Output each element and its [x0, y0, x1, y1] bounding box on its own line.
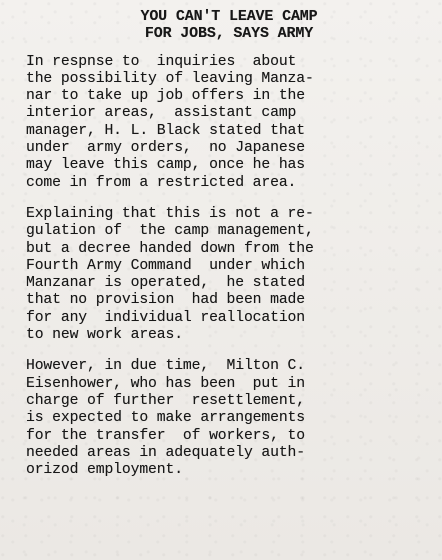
text-line: Fourth Army Command under which — [26, 256, 306, 274]
article-paragraph — [26, 357, 432, 478]
text-line: Explaining that this is not a re- — [26, 204, 314, 222]
text-line: Manzanar is operated, he stated — [26, 274, 306, 292]
text-line: the possibility of leaving Manza- — [26, 69, 314, 87]
text-line: gulation of the camp management, — [26, 222, 314, 240]
text-line: needed areas in adequately auth- — [26, 443, 306, 461]
article-paragraph — [26, 205, 432, 343]
article-body — [26, 53, 432, 479]
text-line: is expected to make arrangements — [26, 409, 306, 427]
text-line: may leave this camp, once he has — [26, 156, 306, 174]
text-line: but a decree handed down from the — [26, 239, 314, 257]
text-line: Eisenhower, who has been put in — [26, 374, 306, 392]
text-line: In respnse to inquiries about — [26, 52, 297, 70]
article-headline — [26, 8, 432, 43]
text-line: come in from a restricted area. — [26, 173, 297, 191]
text-line: orizod employment. — [26, 461, 183, 479]
text-line: under army orders, no Japanese — [26, 139, 306, 157]
text-line: manager, H. L. Black stated that — [26, 121, 306, 139]
text-line: nar to take up job offers in the — [26, 87, 306, 105]
headline-line: FOR JOBS, SAYS ARMY — [144, 25, 314, 43]
text-line: that no provision had been made — [26, 291, 306, 309]
text-line: interior areas, assistant camp — [26, 104, 297, 122]
text-line: to new work areas. — [26, 326, 183, 344]
text-line: charge of further resettlement, — [26, 391, 306, 409]
text-line: for any individual reallocation — [26, 308, 306, 326]
article-paragraph — [26, 53, 432, 191]
headline-line: YOU CAN'T LEAVE CAMP — [140, 8, 318, 25]
text-line: However, in due time, Milton C. — [26, 357, 306, 375]
text-line: for the transfer of workers, to — [26, 426, 306, 444]
